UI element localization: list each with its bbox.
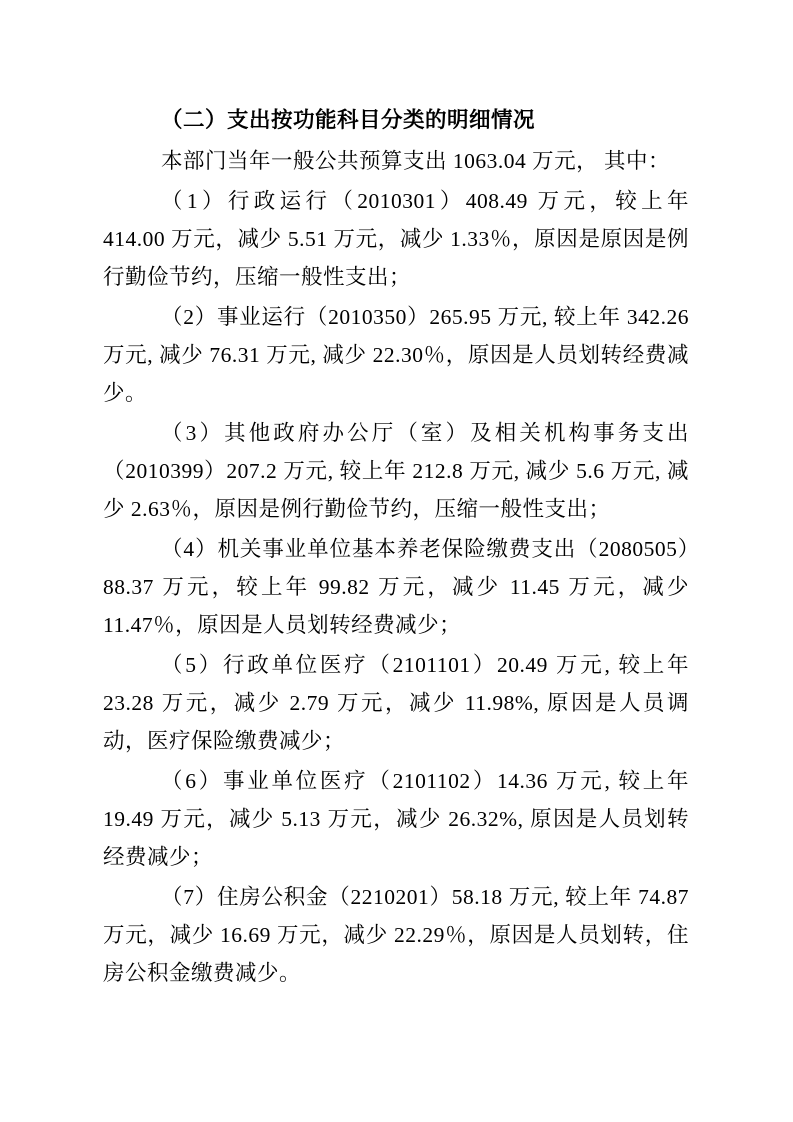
- paragraph: 本部门当年一般公共预算支出 1063.04 万元， 其中：: [161, 149, 671, 173]
- paragraph: （7）住房公积金（2210201）58.18 万元, 较上年 74.87 万元，减少 16.69 万元，减少 22.29％，原因是人员划转，住房公积金缴费减少。: [103, 885, 689, 985]
- paragraph: （2）事业运行（2010350）265.95 万元, 较上年 342.26 万元, 减少 76.31 万元, 减少 22.30％，原因是人员划转经费减少。: [103, 305, 689, 405]
- paragraph: （3）其他政府办公厅（室）及相关机构事务支出（2010399）207.2 万元, 较上年 212.8 万元, 减少 5.6 万元, 减少 2.63％，原因是例行勤俭节约，压缩一般性支出；: [103, 421, 689, 521]
- section-heading: （二）支出按功能科目分类的明细情况: [161, 108, 536, 132]
- paragraph: （1）行政运行（2010301）408.49 万元，较上年 414.00 万元，减少 5.51 万元，减少 1.33％，原因是原因是例行勤俭节约，压缩一般性支出；: [103, 189, 689, 289]
- paragraph: （6）事业单位医疗（2101102）14.36 万元, 较上年 19.49 万元，减少 5.13 万元，减少 26.32%, 原因是人员划转经费减少；: [103, 769, 689, 869]
- paragraph: （5）行政单位医疗（2101101）20.49 万元, 较上年 23.28 万元，减少 2.79 万元，减少 11.98%, 原因是人员调动，医疗保险缴费减少；: [103, 653, 689, 753]
- document-content: [103, 101, 689, 992]
- paragraph: （4）机关事业单位基本养老保险缴费支出（2080505）88.37 万元，较上年 99.82 万元，减少 11.45 万元，减少 11.47％，原因是人员划转经费减少；: [103, 537, 689, 637]
- paragraph-list: [103, 142, 689, 992]
